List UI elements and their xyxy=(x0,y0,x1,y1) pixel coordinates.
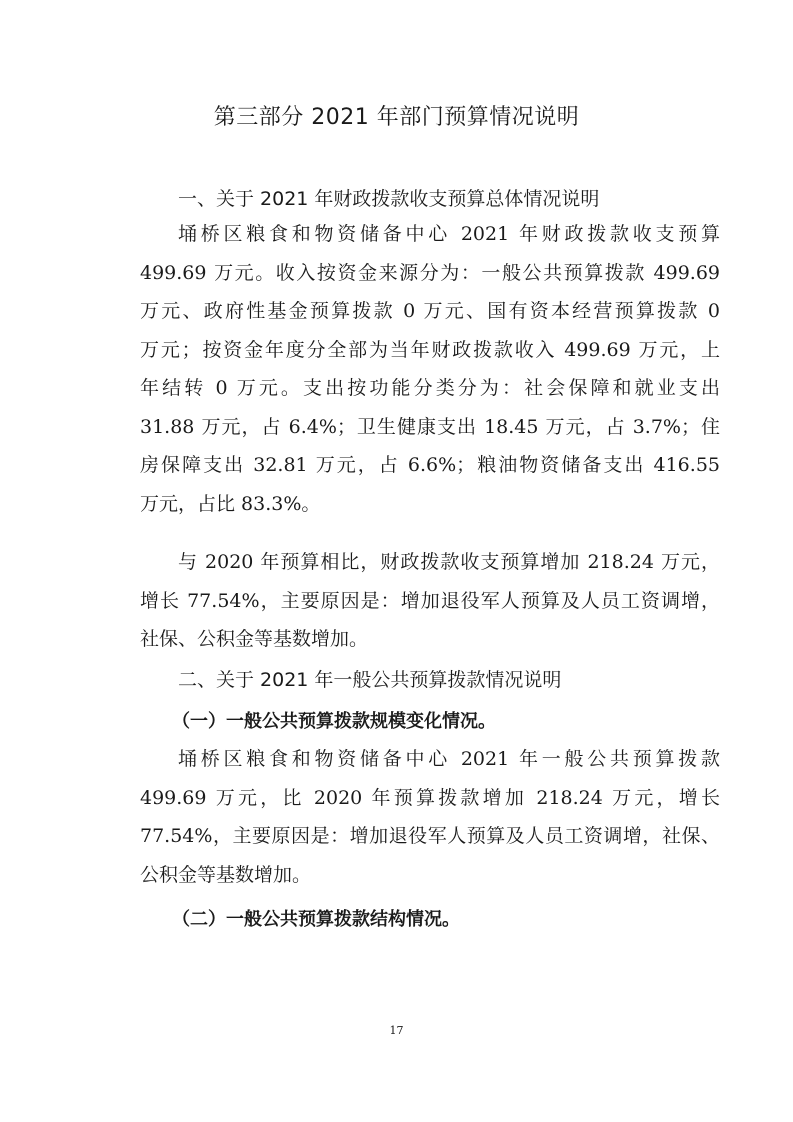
text-line: 77.54%，主要原因是：增加退役军人预算及人员工资调增，社保、 xyxy=(140,825,720,847)
text-line: 万元、政府性基金预算拨款 0 万元、国有资本经营预算拨款 0 xyxy=(140,300,720,322)
section-2-subheading-1: （一）一般公共预算拨款规模变化情况。 xyxy=(172,711,496,732)
section-1-heading: 一、关于 2021 年财政拨款收支预算总体情况说明 xyxy=(178,188,600,210)
text-line: 增长 77.54%，主要原因是：增加退役军人预算及人员工资调增， xyxy=(140,589,720,612)
page-number: 17 xyxy=(389,1024,404,1037)
text-line: 万元；按资金年度分全部为当年财政拨款收入 499.69 万元，上 xyxy=(140,338,720,361)
section-2-subheading-2: （二）一般公共预算拨款结构情况。 xyxy=(172,909,460,930)
text-line: 公积金等基数增加。 xyxy=(140,863,312,886)
text-line: 年结转 0 万元。支出按功能分类分为：社会保障和就业支出 xyxy=(140,377,720,399)
text-line: 万元，占比 83.3%。 xyxy=(140,492,321,515)
text-line: 499.69 万元，比 2020 年预算拨款增加 218.24 万元，增长 xyxy=(140,786,720,809)
text-line: 与 2020 年预算相比，财政拨款收支预算增加 218.24 万元， xyxy=(178,551,720,573)
section-1-paragraph-1 xyxy=(140,215,720,523)
text-line: 埇桥区粮食和物资储备中心 2021 年财政拨款收支预算 xyxy=(178,223,720,245)
section-2-heading: 二、关于 2021 年一般公共预算拨款情况说明 xyxy=(178,669,562,691)
text-line: 房保障支出 32.81 万元，占 6.6%；粮油物资储备支出 416.55 xyxy=(140,454,720,476)
text-line: 社保、公积金等基数增加。 xyxy=(140,628,369,650)
text-line: 31.88 万元，占 6.4%；卫生健康支出 18.45 万元，占 3.7%；住 xyxy=(140,415,720,438)
text-line: 埇桥区粮食和物资储备中心 2021 年一般公共预算拨款 xyxy=(178,748,720,770)
section-1-paragraph-2 xyxy=(140,543,720,659)
section-2-paragraph-1 xyxy=(140,740,720,894)
page-title: 第三部分 2021 年部门预算情况说明 xyxy=(213,105,580,130)
text-line: 499.69 万元。收入按资金来源分为：一般公共预算拨款 499.69 xyxy=(140,261,720,284)
